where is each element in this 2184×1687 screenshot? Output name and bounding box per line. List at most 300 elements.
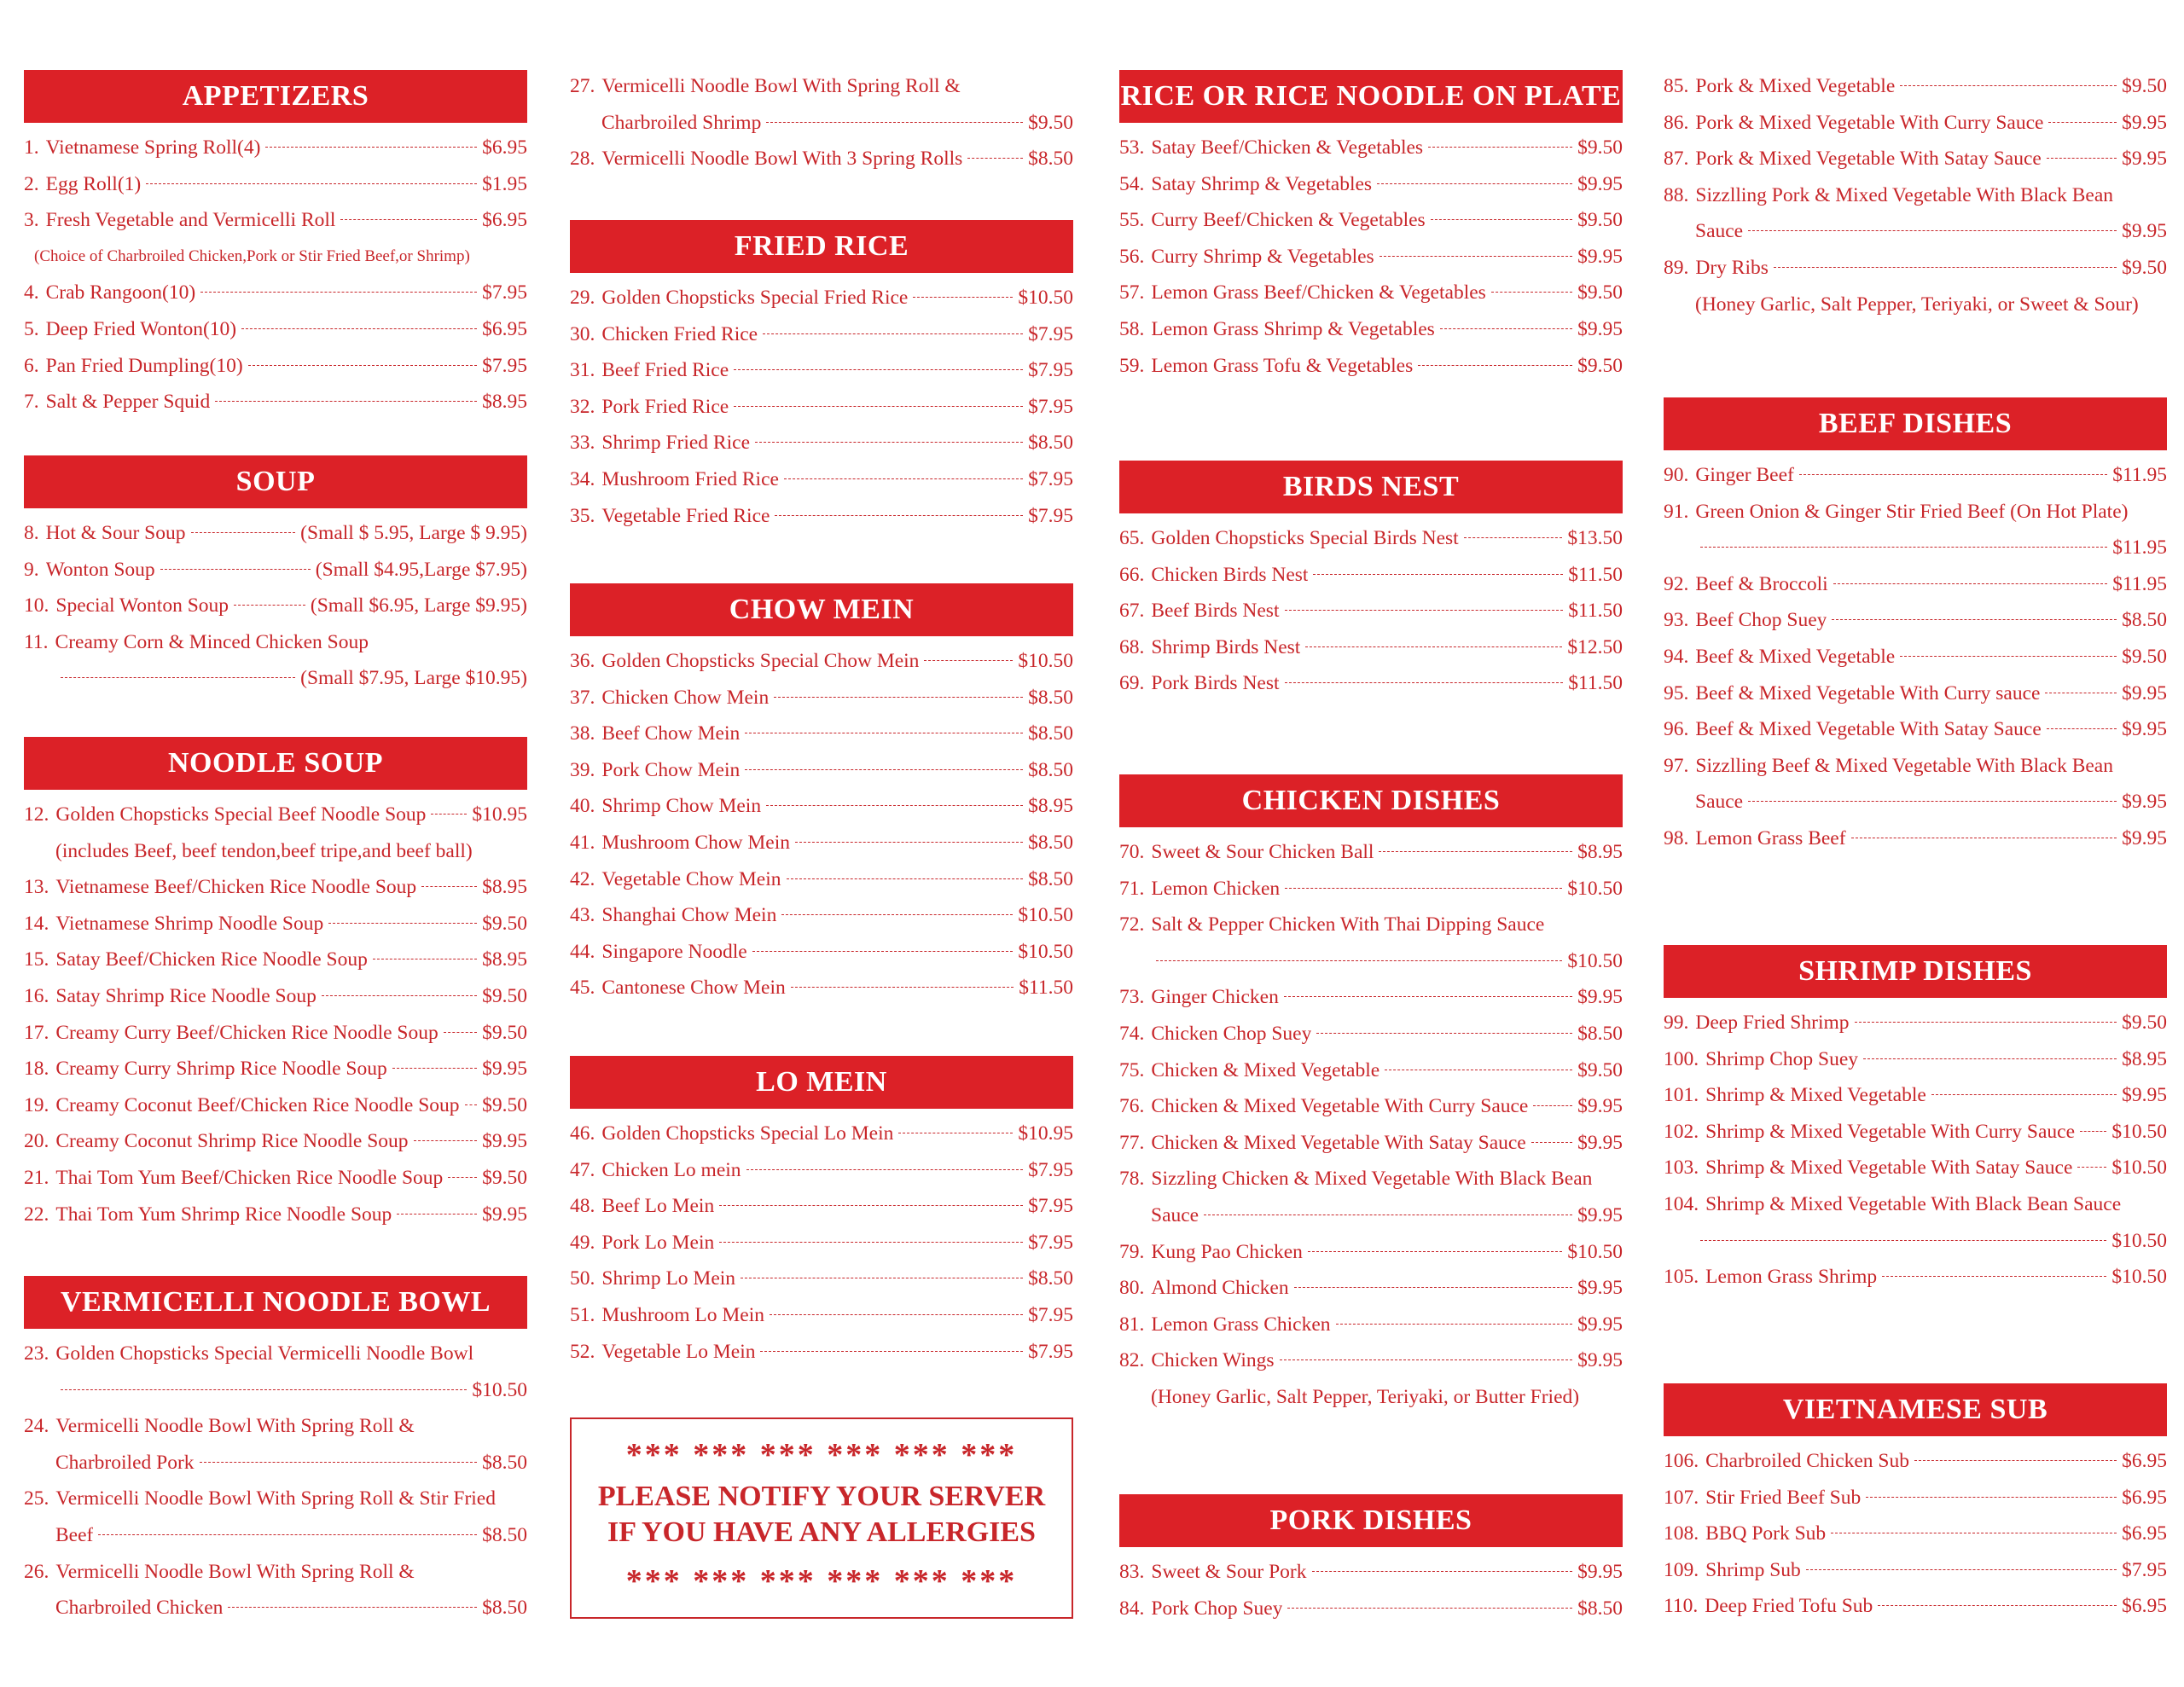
menu-item-name: Shrimp & Mixed Vegetable With Black Bean Sauce — [1705, 1192, 2122, 1215]
menu-item-name: Shrimp & Mixed Vegetable — [1705, 1084, 1926, 1107]
menu-item-line — [24, 1408, 527, 1445]
dotted-leader — [746, 1169, 1024, 1170]
menu-item-number: 28. — [570, 148, 595, 171]
menu-item-line — [1664, 1223, 2167, 1260]
section-banner-shrimp: SHRIMP DISHES — [1664, 945, 2167, 998]
menu-item-price: $9.95 — [2122, 220, 2167, 243]
menu-item-number: 8. — [24, 522, 39, 544]
menu-item-name: Golden Chopsticks Special Birds Nest — [1151, 527, 1459, 549]
menu-item-price: $7.95 — [1028, 1340, 1073, 1363]
menu-item-name: Mushroom Fried Rice — [601, 467, 779, 490]
menu-item-line — [24, 1372, 527, 1409]
menu-item-price: $8.95 — [482, 391, 527, 414]
menu-item-line — [1664, 1480, 2167, 1516]
menu-item-price: $9.95 — [1577, 1131, 1623, 1154]
menu-item-price: $9.50 — [482, 912, 527, 935]
menu-item — [1664, 1077, 2167, 1114]
menu-item-price: $9.95 — [482, 1203, 527, 1226]
menu-item-number: 87. — [1664, 148, 1689, 171]
menu-item-line — [570, 352, 1073, 389]
menu-item — [24, 1087, 527, 1124]
menu-item-name: Mushroom Lo Mein — [601, 1303, 764, 1326]
menu-item-name: Shrimp & Mixed Vegetable With Curry Sauce — [1705, 1120, 2075, 1143]
menu-item — [1664, 1186, 2167, 1259]
menu-item — [1119, 1088, 1623, 1125]
menu-item — [1119, 202, 1623, 239]
menu-item — [1119, 1307, 1623, 1343]
menu-item-line — [570, 1188, 1073, 1225]
dotted-leader — [191, 532, 296, 533]
menu-item-number: 59. — [1119, 354, 1145, 377]
menu-item-number: 52. — [570, 1340, 595, 1363]
menu-item-price: $10.95 — [1018, 1122, 1073, 1145]
dotted-leader — [1316, 1033, 1572, 1034]
menu-item-line — [1119, 907, 1623, 943]
menu-item-line — [1119, 239, 1623, 275]
menu-item-number: 23. — [24, 1342, 49, 1365]
menu-item-name: Singapore Noodle — [601, 940, 747, 963]
section-banner-noodle-soup: NOODLE SOUP — [24, 737, 527, 790]
menu-item — [570, 897, 1073, 934]
menu-item — [570, 1297, 1073, 1334]
menu-item — [1664, 141, 2167, 177]
menu-item — [1664, 748, 2167, 820]
dotted-leader — [1336, 1324, 1573, 1325]
menu-item-line — [1664, 141, 2167, 177]
dotted-leader — [322, 995, 477, 996]
menu-item-line — [1664, 213, 2167, 250]
dotted-leader — [787, 878, 1024, 879]
menu-item-name: Satay Beef/Chicken & Vegetables — [1151, 136, 1424, 159]
menu-item-name: Shanghai Chow Mein — [601, 904, 777, 927]
menu-item-price: (Small $6.95, Large $9.95) — [310, 594, 527, 617]
menu-item-line — [570, 105, 1073, 142]
menu-item-price: $6.95 — [482, 209, 527, 232]
dotted-leader — [1700, 1240, 2106, 1241]
menu-item-name: Thai Tom Yum Shrimp Rice Noodle Soup — [55, 1203, 392, 1226]
menu-item-number: 54. — [1119, 172, 1145, 195]
menu-item-name: Ginger Chicken — [1151, 986, 1279, 1009]
menu-item-name: Salt & Pepper Chicken With Thai Dipping Sauce — [1151, 913, 1545, 936]
dotted-leader — [340, 219, 477, 220]
menu-item-line — [24, 348, 527, 385]
menu-item — [24, 906, 527, 942]
menu-item — [1664, 1114, 2167, 1151]
menu-section-pork — [1119, 1494, 1623, 1626]
menu-item-price: $11.95 — [2112, 536, 2167, 559]
menu-item-line — [1119, 1591, 1623, 1627]
menu-item-number: 86. — [1664, 111, 1689, 134]
menu-item — [570, 352, 1073, 389]
menu-item-price: $10.50 — [1018, 650, 1073, 672]
menu-item-name: Pork Fried Rice — [601, 395, 729, 418]
menu-item-price: $9.50 — [1577, 281, 1623, 304]
menu-item — [1119, 166, 1623, 203]
menu-item-price: $7.95 — [1028, 359, 1073, 382]
dotted-leader — [1531, 1142, 1572, 1143]
menu-item-line — [1119, 1125, 1623, 1162]
menu-item-name: Beef & Mixed Vegetable With Satay Sauce — [1695, 718, 2042, 741]
menu-item-number: 72. — [1119, 913, 1145, 936]
menu-item-name: Pork & Mixed Vegetable With Satay Sauce — [1695, 148, 2042, 171]
menu-item-name: Pork Chow Mein — [601, 758, 741, 781]
menu-item — [570, 643, 1073, 680]
menu-item-number: 24. — [24, 1415, 49, 1438]
menu-item-number: 1. — [24, 136, 39, 159]
menu-item-price: $8.95 — [1028, 795, 1073, 818]
menu-item-line — [1119, 834, 1623, 871]
menu-item-number: 53. — [1119, 136, 1145, 159]
menu-item-number: 101. — [1664, 1084, 1699, 1107]
menu-item — [24, 348, 527, 385]
menu-item-name: Sizzling Chicken & Mixed Vegetable With Black Bean — [1151, 1168, 1593, 1191]
menu-item-line — [1119, 1197, 1623, 1234]
menu-item-number: 79. — [1119, 1240, 1145, 1263]
menu-item-number: 21. — [24, 1166, 49, 1189]
menu-item — [24, 1015, 527, 1052]
menu-item-number: 67. — [1119, 600, 1145, 623]
allergy-notice — [570, 1417, 1073, 1619]
menu-item-line — [1664, 1077, 2167, 1114]
menu-section-sub — [1664, 1383, 2167, 1625]
menu-item-number: 36. — [570, 650, 595, 672]
menu-item-number: 10. — [24, 594, 49, 617]
menu-item-number: 78. — [1119, 1168, 1145, 1191]
menu-item — [1119, 593, 1623, 629]
menu-item-name: Creamy Coconut Beef/Chicken Rice Noodle Soup — [55, 1093, 460, 1116]
dotted-leader — [734, 369, 1023, 370]
menu-item-name: Golden Chopsticks Special Lo Mein — [601, 1122, 894, 1145]
menu-item-number: 85. — [1664, 75, 1689, 97]
menu-item-price: $8.50 — [482, 1451, 527, 1474]
menu-item-price: $9.95 — [2122, 791, 2167, 814]
menu-item-price: $9.95 — [1577, 1203, 1623, 1226]
menu-item — [1664, 1516, 2167, 1552]
menu-item-line — [1664, 1259, 2167, 1296]
menu-item-line — [1664, 820, 2167, 857]
menu-item-number: 40. — [570, 795, 595, 818]
dotted-leader — [98, 1534, 477, 1535]
menu-item-line — [570, 1225, 1073, 1261]
menu-item-line — [1119, 1088, 1623, 1125]
menu-item-price: $11.95 — [2112, 464, 2167, 486]
menu-item-line — [24, 942, 527, 978]
dotted-leader — [1900, 85, 2117, 86]
menu-item-line — [570, 141, 1073, 177]
menu-item-line — [24, 1051, 527, 1087]
menu-item-name: Shrimp Sub — [1705, 1558, 1801, 1581]
menu-item — [24, 1554, 527, 1626]
menu-item-price: $6.95 — [2122, 1522, 2167, 1545]
menu-item-name: Pork Birds Nest — [1151, 672, 1280, 695]
menu-item-number: 88. — [1664, 183, 1689, 206]
menu-item — [570, 280, 1073, 316]
menu-item-name: Curry Beef/Chicken & Vegetables — [1151, 209, 1426, 232]
menu-item-line — [24, 552, 527, 588]
menu-item — [1664, 602, 2167, 639]
menu-item-price: $7.95 — [1028, 1303, 1073, 1326]
dotted-leader — [160, 569, 311, 570]
dotted-leader — [397, 1214, 477, 1215]
menu-item-number: 45. — [570, 977, 595, 1000]
dotted-leader — [1284, 996, 1572, 997]
menu-section-appetizers — [24, 70, 527, 420]
menu-section-noodle-soup — [24, 737, 527, 1232]
menu-item-line — [24, 384, 527, 420]
menu-item-price: $6.95 — [2122, 1486, 2167, 1509]
menu-item-price: $9.95 — [482, 1058, 527, 1081]
menu-item-price: $8.50 — [1028, 686, 1073, 709]
dotted-leader — [1799, 474, 2107, 475]
menu-item — [570, 825, 1073, 861]
menu-item — [570, 861, 1073, 898]
dotted-leader — [1294, 1287, 1573, 1288]
menu-item-price: $9.95 — [482, 1130, 527, 1153]
dotted-leader — [1380, 256, 1572, 257]
dotted-leader — [755, 442, 1023, 443]
section-banner-chow-mein: CHOW MEIN — [570, 583, 1073, 636]
menu-item — [1664, 494, 2167, 566]
menu-item-price: $9.95 — [1577, 1313, 1623, 1336]
dotted-leader — [784, 478, 1023, 479]
menu-item-line — [1664, 105, 2167, 142]
menu-item-line — [1119, 557, 1623, 594]
menu-item-price: $10.50 — [2111, 1120, 2167, 1143]
menu-item — [1664, 1552, 2167, 1589]
menu-item-line — [24, 588, 527, 624]
menu-item-line — [1664, 1552, 2167, 1589]
dotted-leader — [241, 328, 477, 329]
menu-item-name: Pork & Mixed Vegetable — [1695, 75, 1896, 97]
menu-item — [24, 311, 527, 348]
menu-item-line — [1664, 711, 2167, 748]
menu-item — [24, 942, 527, 978]
menu-item-price: $9.50 — [2122, 256, 2167, 279]
menu-item — [24, 1160, 527, 1197]
menu-item-line — [1119, 1161, 1623, 1197]
dotted-leader — [1285, 888, 1562, 889]
menu-item-line — [24, 1197, 527, 1233]
menu-item — [1119, 1554, 1623, 1591]
menu-item-name: Golden Chopsticks Special Fried Rice — [601, 287, 909, 309]
menu-item-name: Vegetable Fried Rice — [601, 504, 770, 527]
menu-item — [1119, 1270, 1623, 1307]
menu-item-line — [24, 660, 527, 697]
menu-item-number: 71. — [1119, 877, 1145, 900]
menu-item-number: 4. — [24, 281, 39, 304]
menu-item-line — [570, 825, 1073, 861]
menu-item-name: Shrimp Lo Mein — [601, 1267, 736, 1290]
menu-item-name: Sizzlling Beef & Mixed Vegetable With Black Bean — [1695, 754, 2113, 777]
dotted-leader — [200, 1462, 478, 1463]
menu-item-price: $9.95 — [1577, 317, 1623, 340]
menu-item — [1119, 979, 1623, 1016]
menu-item-name: Thai Tom Yum Beef/Chicken Rice Noodle Soup — [55, 1166, 444, 1189]
menu-item-price: $9.50 — [2122, 1012, 2167, 1034]
menu-item — [570, 1188, 1073, 1225]
menu-item-number: 11. — [24, 630, 49, 653]
menu-item — [1664, 105, 2167, 142]
menu-item — [1119, 311, 1623, 348]
menu-item-number: 42. — [570, 867, 595, 890]
menu-item-line — [24, 130, 527, 166]
menu-item-name: Chicken & Mixed Vegetable — [1151, 1058, 1380, 1081]
menu-item-name: Vermicelli Noodle Bowl With 3 Spring Rolls — [601, 148, 963, 171]
menu-item-number: 93. — [1664, 609, 1689, 632]
menu-item — [1664, 1588, 2167, 1625]
menu-item-name: Vermicelli Noodle Bowl With Spring Roll & — [601, 75, 961, 97]
menu-item — [570, 1261, 1073, 1297]
menu-item — [1119, 1342, 1623, 1415]
menu-item-price: $9.95 — [1577, 172, 1623, 195]
menu-item-line — [1119, 629, 1623, 666]
dotted-leader — [444, 1032, 477, 1033]
menu-item-number: 37. — [570, 686, 595, 709]
menu-item-name: Sizzlling Pork & Mixed Vegetable With Black Bean — [1695, 183, 2114, 206]
menu-item-line — [570, 316, 1073, 353]
menu-item-line — [1664, 1114, 2167, 1151]
menu-item-name: Beef & Broccoli — [1695, 572, 1828, 595]
menu-item — [570, 316, 1073, 353]
menu-item-line — [1119, 1016, 1623, 1052]
menu-item-name: Sauce — [1151, 1203, 1199, 1226]
menu-item-price: $8.50 — [1028, 722, 1073, 745]
menu-item — [24, 1197, 527, 1233]
menu-item-line — [1119, 130, 1623, 166]
menu-item-name: Vegetable Chow Mein — [601, 867, 781, 890]
menu-item — [1664, 177, 2167, 250]
menu-item-name: Chicken Lo mein — [601, 1158, 741, 1181]
dotted-leader — [752, 951, 1014, 952]
menu-item-price: (Small $7.95, Large $10.95) — [300, 667, 527, 690]
menu-item-line — [1664, 1186, 2167, 1223]
menu-item-name: Chicken Fried Rice — [601, 322, 758, 345]
menu-item — [24, 384, 527, 420]
menu-item — [1664, 1150, 2167, 1186]
menu-item-line — [1664, 250, 2167, 287]
menu-item-number: 3. — [24, 209, 39, 232]
menu-item-line — [1119, 275, 1623, 311]
menu-item-name: Sweet & Sour Chicken Ball — [1151, 841, 1374, 863]
menu-item-line — [570, 861, 1073, 898]
menu-item-number: 30. — [570, 322, 595, 345]
menu-item-name: Beef & Mixed Vegetable — [1695, 645, 1896, 668]
menu-item-price: $8.95 — [2122, 1047, 2167, 1070]
menu-item-line — [570, 680, 1073, 716]
menu-item-line — [570, 1334, 1073, 1371]
menu-item-number: 74. — [1119, 1022, 1145, 1045]
menu-item-name: Beef Chow Mein — [601, 722, 741, 745]
menu-item-line — [1664, 1150, 2167, 1186]
dotted-leader — [1914, 1460, 2117, 1461]
menu-item-name: Golden Chopsticks Special Chow Mein — [601, 650, 920, 672]
menu-item-line — [24, 1336, 527, 1372]
menu-item-line — [570, 897, 1073, 934]
menu-item-name: Vegetable Lo Mein — [601, 1340, 756, 1363]
menu-item-name: Chicken Chop Suey — [1151, 1022, 1312, 1045]
menu-item-name: Deep Fried Shrimp — [1695, 1012, 1850, 1034]
menu-item-line — [570, 970, 1073, 1006]
menu-item-line — [1119, 593, 1623, 629]
menu-item-line — [24, 202, 527, 239]
menu-item-name: Lemon Grass Tofu & Vegetables — [1151, 354, 1414, 377]
menu-item-price: $8.50 — [1028, 148, 1073, 171]
menu-item-name: Pork Lo Mein — [601, 1231, 715, 1254]
menu-item-name: Lemon Grass Shrimp — [1705, 1266, 1878, 1289]
menu-item — [1664, 1480, 2167, 1516]
menu-item-price: $6.95 — [482, 317, 527, 340]
menu-item — [1119, 1161, 1623, 1233]
dotted-leader — [1305, 646, 1562, 647]
section-banner-soup: SOUP — [24, 455, 527, 508]
menu-item-name: Creamy Curry Shrimp Rice Noodle Soup — [55, 1058, 387, 1081]
menu-item-name: Creamy Corn & Minced Chicken Soup — [55, 630, 369, 653]
menu-item-line — [24, 797, 527, 833]
menu-item-line — [24, 1445, 527, 1481]
menu-item-number: 83. — [1119, 1561, 1145, 1583]
menu-item-line — [570, 1116, 1073, 1152]
menu-item-name: Salt & Pepper Squid — [45, 391, 211, 414]
menu-item-line — [1119, 348, 1623, 385]
menu-item-line — [1119, 166, 1623, 203]
menu-item-price: $10.50 — [1018, 287, 1073, 309]
menu-item — [570, 1116, 1073, 1152]
menu-item-name: Charbroiled Chicken — [55, 1597, 224, 1620]
menu-item-number: 110. — [1664, 1595, 1699, 1618]
menu-item-number: 51. — [570, 1303, 595, 1326]
menu-item — [570, 716, 1073, 752]
menu-item-price: $9.50 — [482, 1093, 527, 1116]
menu-item-number: 46. — [570, 1122, 595, 1145]
dotted-leader — [215, 401, 477, 402]
menu-item — [24, 1051, 527, 1087]
menu-item-price: $7.95 — [2122, 1558, 2167, 1581]
menu-item-name: Egg Roll(1) — [45, 172, 142, 195]
menu-item-number: 32. — [570, 395, 595, 418]
menu-item-line — [24, 311, 527, 348]
menu-item-name: Vermicelli Noodle Bowl With Spring Roll & — [55, 1560, 415, 1583]
dotted-leader — [719, 1205, 1023, 1206]
menu-item — [570, 1334, 1073, 1371]
dotted-leader — [1285, 682, 1564, 683]
menu-item-name: Chicken & Mixed Vegetable With Curry Sauce — [1151, 1095, 1529, 1118]
menu-item-line — [1664, 675, 2167, 712]
dotted-leader — [1491, 292, 1572, 293]
menu-item-name: Vietnamese Shrimp Noodle Soup — [55, 912, 324, 935]
menu-item-price: $9.50 — [2122, 645, 2167, 668]
menu-item-price: $8.50 — [482, 1523, 527, 1546]
menu-item-price: $9.95 — [2122, 681, 2167, 704]
menu-item-line — [1119, 871, 1623, 907]
menu-item-price: $7.95 — [1028, 395, 1073, 418]
dotted-leader — [1428, 147, 1572, 148]
menu-item-line — [570, 716, 1073, 752]
menu-item-number: 29. — [570, 287, 595, 309]
menu-section-chow-mein — [570, 583, 1073, 1006]
menu-item-price: $10.95 — [472, 803, 527, 826]
menu-item-price: $10.50 — [1018, 940, 1073, 963]
menu-item-name: Beef — [55, 1523, 94, 1546]
menu-item-number: 105. — [1664, 1266, 1699, 1289]
menu-item-name: Pork & Mixed Vegetable With Curry Sauce — [1695, 111, 2044, 134]
menu-item-line — [24, 1087, 527, 1124]
menu-item-price: $7.95 — [1028, 1231, 1073, 1254]
menu-item — [1119, 557, 1623, 594]
dotted-leader — [774, 697, 1023, 698]
menu-item-number: 68. — [1119, 635, 1145, 658]
dotted-leader — [2047, 158, 2117, 159]
menu-item-name: Stir Fried Beef Sub — [1705, 1486, 1862, 1509]
